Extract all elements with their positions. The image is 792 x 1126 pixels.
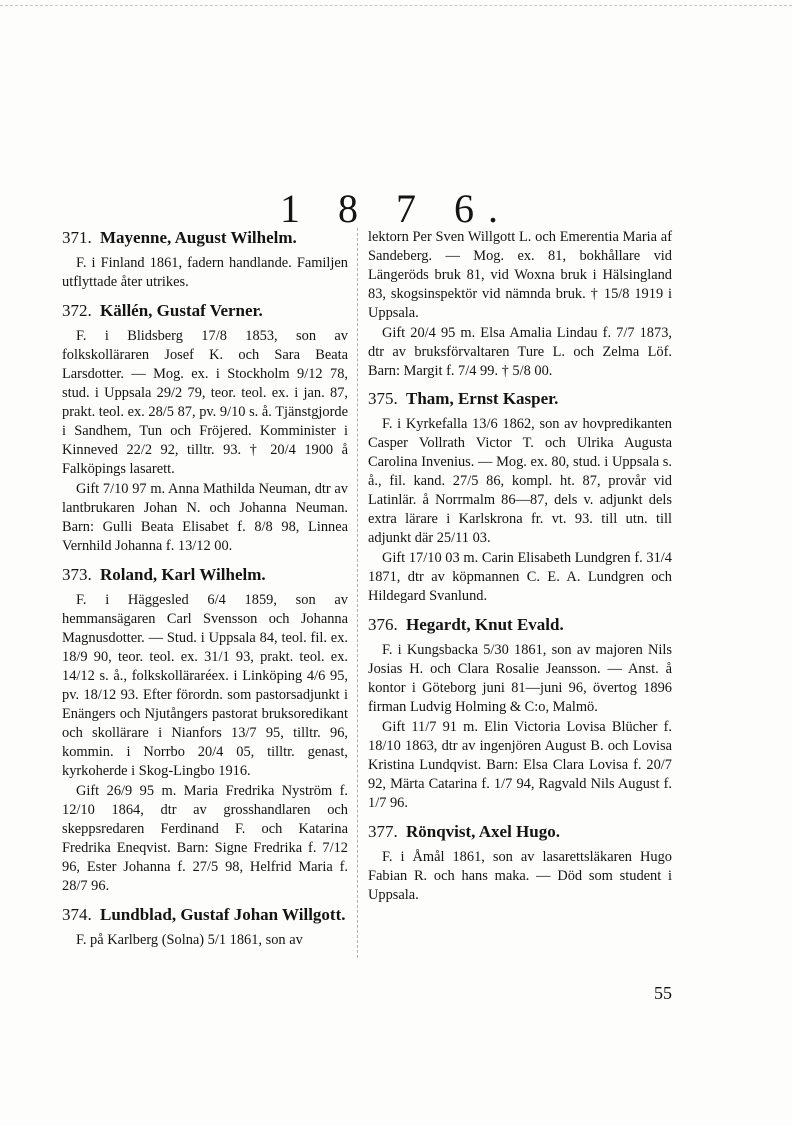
scan-top-edge <box>0 5 792 6</box>
entry-375 <box>368 389 672 606</box>
entry-paragraph: F. i Kungsbacka 5/30 1861, son av majoren Nils Josias H. och Clara Rosalie Jeansson. — Anst. å kontor i Göteborg juni 81—juni 96, övertog 1896 firman Ludvig Holming & C:o, Malmö. <box>368 642 672 715</box>
left-column <box>62 228 348 959</box>
continuation-marriage: Gift 20/4 95 m. Elsa Amalia Lindau f. 7/7 1873, dtr av bruksförvaltaren Ture L. och Zelma Löf. Barn: Margit f. 7/4 99. † 5/8 00. <box>368 325 672 379</box>
entry-number: 373. <box>62 565 92 584</box>
column-divider <box>357 228 358 958</box>
right-column <box>368 228 672 914</box>
entry-number: 372. <box>62 301 92 320</box>
entry-paragraph: Gift 17/10 03 m. Carin Elisabeth Lundgren f. 31/4 1871, dtr av köpmannen C. E. A. Lundgren och Hildegard Svanlund. <box>368 550 672 604</box>
entry-heading <box>62 565 348 585</box>
entry-paragraph: Gift 11/7 91 m. Elin Victoria Lovisa Blücher f. 18/10 1863, dtr av ingenjören August B. och Lovisa Kristina Lundqvist. Barn: Elsa Clara Lovisa f. 20/7 92, Märta Catarina f. 1/7 94, Ragvald Nils August f. 1/7 96. <box>368 719 672 811</box>
entry-373 <box>62 565 348 896</box>
entry-number: 371. <box>62 228 92 247</box>
entry-paragraph: F. i Blidsberg 17/8 1853, son av folkskolläraren Josef K. och Sara Beata Larsdotter. — Mog. ex. i Stockholm 9/12 78, stud. i Uppsala 29/2 79, teor. teol. ex. i jan. 87, prakt. teol. ex. 28/5 87, pv. 9/10 s. å. Tjänstgjorde i Sandhem, Tun och Fröjered. Komminister i Kinneved 22/2 92, tilltr. 93. † 20/4 1900 å Falköpings lasarett. <box>62 328 348 477</box>
entry-paragraph: F. på Karlberg (Solna) 5/1 1861, son av <box>76 932 303 948</box>
entry-name: Rönqvist, Axel Hugo. <box>406 822 560 841</box>
entry-name: Källén, Gustaf Verner. <box>100 301 263 320</box>
entry-377 <box>368 822 672 905</box>
entry-372 <box>62 301 348 556</box>
entry-name: Mayenne, August Wilhelm. <box>100 228 297 247</box>
entry-name: Tham, Ernst Kasper. <box>406 389 559 408</box>
entry-name: Hegardt, Knut Evald. <box>406 615 564 634</box>
entry-heading <box>62 228 348 248</box>
entry-371 <box>62 228 348 292</box>
entry-paragraph: Gift 7/10 97 m. Anna Mathilda Neuman, dtr av lantbrukaren Johan N. och Johanna Neuman. Barn: Gulli Beata Elisabet f. 8/8 98, Linnea Vernhild Johanna f. 13/12 00. <box>62 481 348 554</box>
entry-number: 377. <box>368 822 398 841</box>
entry-paragraph: Gift 26/9 95 m. Maria Fredrika Nyström f. 12/10 1864, dtr av grosshandlaren och skeppsredaren Ferdinand F. och Katarina Fredrika Eneqvist. Barn: Signe Fredrika f. 7/12 96, Ester Johanna f. 27/5 98, Helfrid Maria f. 28/7 96. <box>62 783 348 894</box>
entry-name: Lundblad, Gustaf Johan Willgott. <box>100 905 346 924</box>
entry-heading <box>368 389 672 409</box>
entry-number: 375. <box>368 389 398 408</box>
entry-heading <box>368 615 672 635</box>
entry-374 <box>62 905 348 950</box>
entry-paragraph: F. i Kyrkefalla 13/6 1862, son av hovpredikanten Casper Vollrath Victor T. och Ulrika Augusta Carolina Invenius. — Mog. ex. 80, stud. i Uppsala s. å., fil. kand. 27/5 86, kompl. ht. 87, provår vid Latinlär. å Norrmalm 86—87, dels v. adjunkt dels extra lärare i Karlskrona fr. vt. 93. till utn. till adjunkt där 25/11 03. <box>368 416 672 546</box>
entry-number: 374. <box>62 905 92 924</box>
entry-number: 376. <box>368 615 398 634</box>
entry-376 <box>368 615 672 813</box>
entry-heading <box>368 822 672 842</box>
entry-name: Roland, Karl Wilhelm. <box>100 565 266 584</box>
page-number: 55 <box>654 983 672 1003</box>
entry-paragraph: F. i Häggesled 6/4 1859, son av hemmansägaren Carl Svensson och Johanna Magnusdotter. — Stud. i Uppsala 84, teol. fil. ex. 18/9 90, teor. teol. ex. 31/1 93, prakt. teol. ex. 14/12 s. å., folkskolläraréex. i Linköping 4/6 95, pv. 18/12 93. Efter förordn. som pastorsadjunkt i Enängers och Njutångers pastorat bruksoredikant och skollärare i Nianfors 13/7 95, tilltr. 96, kommin. i Norrbo 20/4 05, tilltr. genast, kyrkoherde i Skog-Lingbo 1916. <box>62 592 348 779</box>
entry-heading <box>62 301 348 321</box>
continuation-paragraph: lektorn Per Sven Willgott L. och Emerentia Maria af Sandeberg. — Mog. ex. 81, bokhållare vid Längeröds bruk 81, vid Woxna bruk i Hälsingland 83, skogsinspektör vid nämnda bruk. † 15/8 1919 i Uppsala. <box>368 229 672 321</box>
entry-paragraph: F. i Åmål 1861, son av lasarettsläkaren Hugo Fabian R. och hans maka. — Död som student i Uppsala. <box>368 849 672 903</box>
entry-paragraph: F. i Finland 1861, fadern handlande. Familjen utflyttade åter utrikes. <box>62 255 348 290</box>
year-heading: 1 8 7 6. <box>280 186 512 231</box>
entry-heading <box>62 905 348 925</box>
